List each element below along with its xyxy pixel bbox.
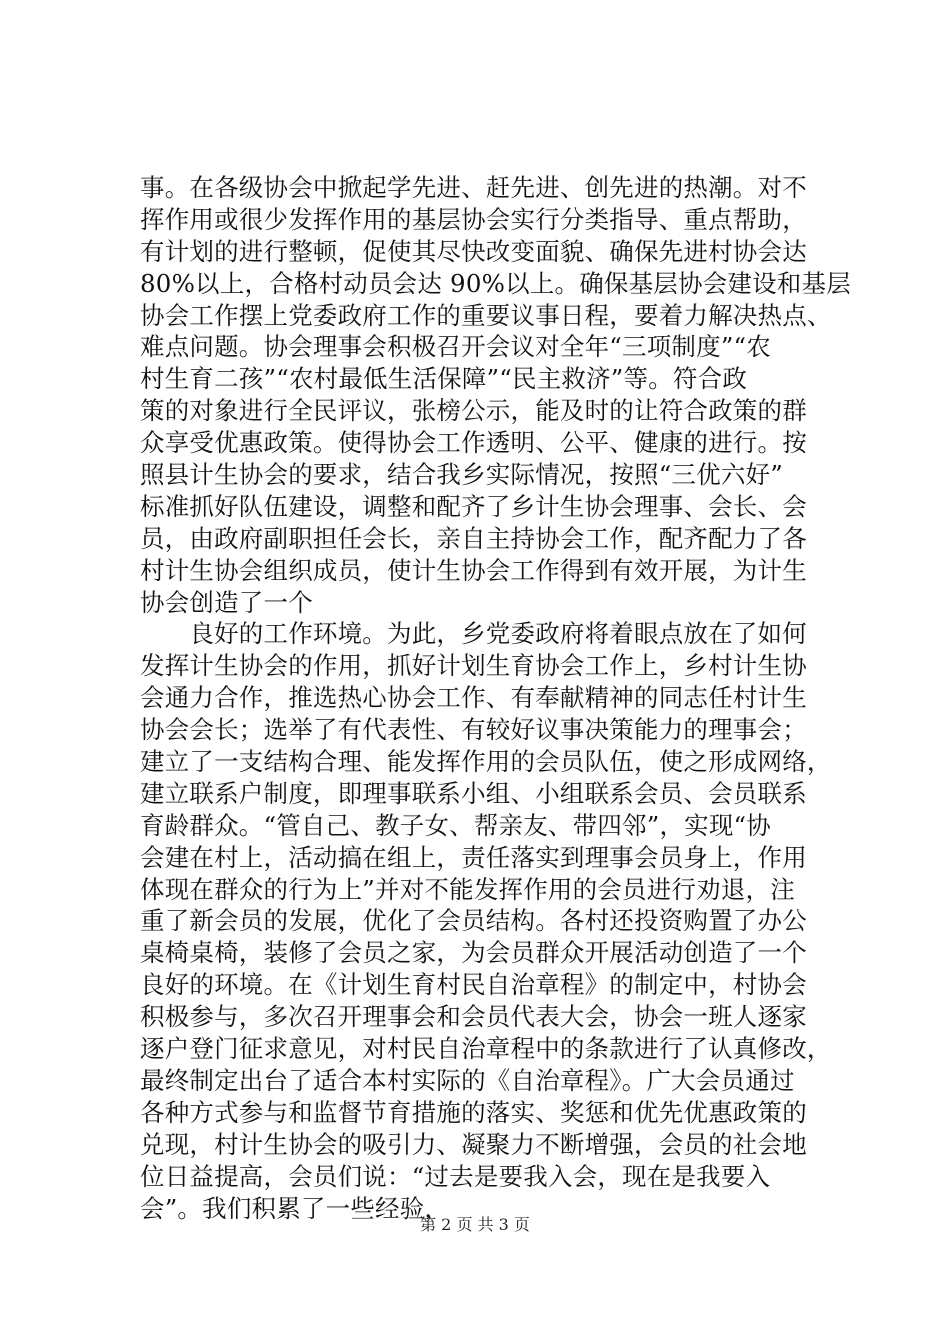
text-line: 会”。我们积累了一些经验， <box>140 1193 450 1223</box>
text-line: 重了新会员的发展，优化了会员结构。各村还投资购置了办公 <box>140 906 807 936</box>
text-line: 策的对象进行全民评议，张榜公示，能及时的让符合政策的群 <box>140 396 807 426</box>
text-line: 各种方式参与和监督节育措施的落实、奖惩和优先优惠政策的 <box>140 1097 807 1127</box>
text-line: 协会会长；选举了有代表性、有较好议事决策能力的理事会； <box>140 715 807 745</box>
page-number-footer: 第 2 页 共 3 页 <box>420 1215 530 1234</box>
text-line: 发挥计生协会的作用，抓好计划生育协会工作上，乡村计生协 <box>140 651 807 681</box>
text-line: 村生育二孩”“农村最低生活保障”“民主救济”等。符合政 <box>140 364 748 394</box>
text-line: 村计生协会组织成员，使计生协会工作得到有效开展，为计生 <box>140 555 807 585</box>
text-line: 80%以上，合格村动员会达 90%以上。确保基层协会建设和基层 <box>140 268 851 298</box>
text-line: 建立联系户制度，即理事联系小组、小组联系会员、会员联系 <box>140 778 807 808</box>
text-line: 育龄群众。“管自己、教子女、帮亲友、带四邻”，实现“协 <box>140 810 771 840</box>
text-line: 体现在群众的行为上”并对不能发挥作用的会员进行劝退，注 <box>140 874 795 904</box>
text-line: 良好的工作环境。为此，乡党委政府将着眼点放在了如何 <box>140 619 807 649</box>
text-line: 桌椅桌椅，装修了会员之家，为会员群众开展活动创造了一个 <box>140 938 807 968</box>
text-line: 兑现，村计生协会的吸引力、凝聚力不断增强，会员的社会地 <box>140 1129 807 1159</box>
text-line: 协会创造了一个 <box>140 587 313 617</box>
text-line: 积极参与，多次召开理事会和会员代表大会，协会一班人逐家 <box>140 1002 807 1032</box>
text-line: 有计划的进行整顿，促使其尽快改变面貌、确保先进村协会达 <box>140 236 807 266</box>
text-line: 最终制定出台了适合本村实际的《自治章程》。广大会员通过 <box>140 1065 795 1095</box>
text-line: 位日益提高，会员们说：“过去是要我入会，现在是我要入 <box>140 1161 771 1191</box>
text-line: 逐户登门征求意见，对村民自治章程中的条款进行了认真修改， <box>140 1034 832 1064</box>
text-line: 挥作用或很少发挥作用的基层协会实行分类指导、重点帮助， <box>140 204 807 234</box>
text-line: 事。在各级协会中掀起学先进、赶先进、创先进的热潮。对不 <box>140 173 807 202</box>
text-line: 建立了一支结构合理、能发挥作用的会员队伍，使之形成网络， <box>140 747 832 777</box>
text-line: 照县计生协会的要求，结合我乡实际情况，按照“三优六好” <box>140 460 783 490</box>
text-line: 会建在村上，活动搞在组上，责任落实到理事会员身上，作用 <box>140 842 807 872</box>
text-line: 员，由政府副职担任会长，亲自主持协会工作，配齐配力了各 <box>140 523 807 553</box>
text-line: 会通力合作，推选热心协会工作、有奉献精神的同志任村计生 <box>140 683 807 713</box>
body-text <box>140 172 852 1224</box>
text-line: 难点问题。协会理事会积极召开会议对全年“三项制度”“农 <box>140 332 771 362</box>
text-line: 协会工作摆上党委政府工作的重要议事日程，要着力解决热点、 <box>140 300 832 330</box>
text-line: 标准抓好队伍建设，调整和配齐了乡计生协会理事、会长、会 <box>140 491 807 521</box>
text-line: 良好的环境。在《计划生育村民自治章程》的制定中，村协会 <box>140 970 807 1000</box>
text-line: 众享受优惠政策。使得协会工作透明、公平、健康的进行。按 <box>140 428 807 458</box>
